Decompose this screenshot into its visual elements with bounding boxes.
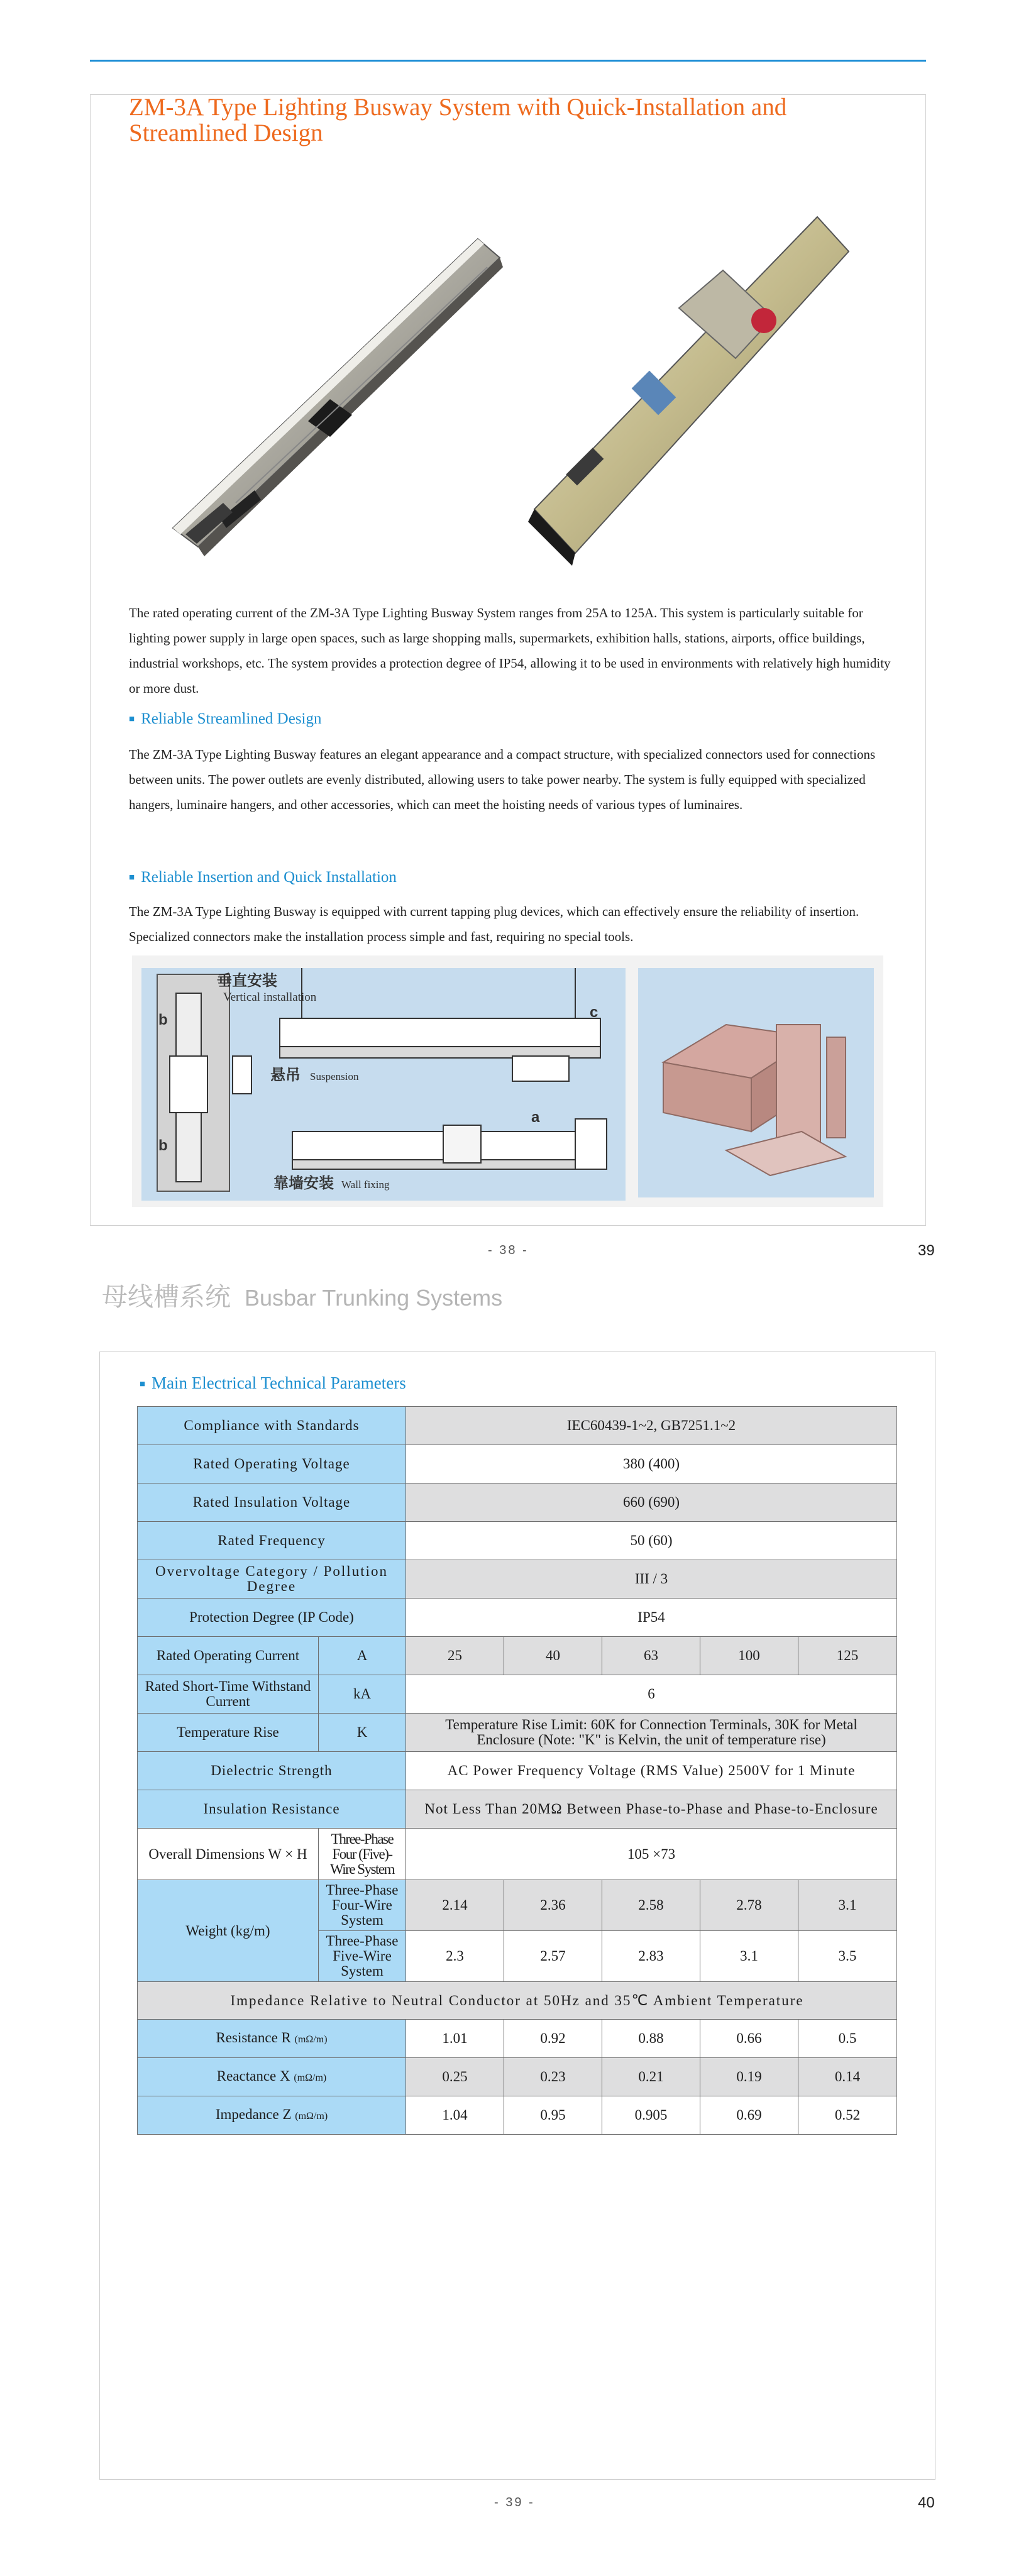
suspension-en-label: Suspension (310, 1071, 359, 1082)
label-a: a (531, 1109, 540, 1126)
row-unit: Three-Phase Four-Wire System (319, 1880, 406, 1931)
row-value: 380 (400) (406, 1445, 897, 1483)
row-label: Insulation Resistance (138, 1790, 406, 1829)
row-value: 660 (690) (406, 1483, 897, 1522)
section-heading-streamlined: ■ Reliable Streamlined Design (129, 710, 322, 727)
cell-value: 3.1 (798, 1880, 897, 1931)
row-label: Compliance with Standards (138, 1407, 406, 1445)
row-label: Temperature Rise (138, 1714, 319, 1752)
cell-value: 40 (504, 1637, 602, 1675)
row-value: III / 3 (406, 1560, 897, 1599)
cell-value: 0.25 (406, 2058, 504, 2096)
cell-value: 2.57 (504, 1931, 602, 1982)
row-value: IP54 (406, 1599, 897, 1637)
row-label: Dielectric Strength (138, 1752, 406, 1790)
cell-value: 0.88 (602, 2020, 700, 2058)
vertical-cn-label: 垂直安装 (217, 972, 277, 989)
row-value: 50 (60) (406, 1522, 897, 1560)
row-label: Rated Short-Time Withstand Current (138, 1675, 319, 1714)
catalog-header (102, 1276, 502, 1313)
streamlined-paragraph: The ZM-3A Type Lighting Busway features an elegant appearance and a compact structure, with specialized connectors used for connections between units. The power outlets are evenly distributed, allowing users to take power nearby. The system is fully equipped with specialized hangers, luminaire hangers, and other accessories, which can meet the hoisting needs of various types of luminaires. (129, 747, 876, 812)
next-page-number-40: 40 (918, 2494, 935, 2511)
suspension-cn-label: 悬吊 (270, 1066, 301, 1084)
table-row (138, 1880, 897, 1931)
label-c: c (590, 1004, 598, 1021)
row-label: Reactance X (mΩ/m) (138, 2058, 406, 2096)
table-row (138, 1790, 897, 1829)
vertical-en-label: Vertical installation (223, 991, 317, 1004)
row-label: Overall Dimensions W × H (138, 1829, 319, 1880)
row-value: 105 ×73 (406, 1829, 897, 1880)
row-unit: Three-Phase Five-Wire System (319, 1931, 406, 1982)
cell-value: 2.83 (602, 1931, 700, 1982)
cell-value: 25 (406, 1637, 504, 1675)
header-rule (90, 60, 926, 62)
cell-value: 0.95 (504, 2096, 602, 2135)
cell-value: 125 (798, 1637, 897, 1675)
cell-value: 3.1 (700, 1931, 798, 1982)
cell-value: 2.58 (602, 1880, 700, 1931)
insertion-paragraph: The ZM-3A Type Lighting Busway is equipped with current tapping plug devices, which can effectively ensure the reliability of insertion. Specialized connectors make the installation process simple and fast, requiring no special tools. (129, 904, 859, 944)
row-label: Weight (kg/m) (138, 1880, 319, 1982)
table-row (138, 1522, 897, 1560)
busway-section-photo (160, 233, 512, 559)
next-page-number-39: 39 (918, 1242, 935, 1259)
row-label: Overvoltage Category / Pollution Degree (138, 1560, 406, 1599)
row-value: IEC60439-1~2, GB7251.1~2 (406, 1407, 897, 1445)
row-label: Rated Operating Voltage (138, 1445, 406, 1483)
table-row (138, 2096, 897, 2135)
bullet-square-icon: ■ (129, 714, 135, 724)
cell-value: 2.78 (700, 1880, 798, 1931)
cell-value: 2.36 (504, 1880, 602, 1931)
page-number-38: - 38 - (488, 1243, 529, 1257)
table-row (138, 2020, 897, 2058)
row-value: Not Less Than 20MΩ Between Phase-to-Phase and Phase-to-Enclosure (406, 1790, 897, 1829)
cell-value: 0.69 (700, 2096, 798, 2135)
header-en: Busbar Trunking Systems (245, 1285, 503, 1311)
row-label: Protection Degree (IP Code) (138, 1599, 406, 1637)
table-row (138, 1752, 897, 1790)
row-value: Temperature Rise Limit: 60K for Connection Terminals, 30K for Metal Enclosure (Note: "K" is Kelvin, the unit of temperature rise) (406, 1714, 897, 1752)
cell-value: 2.14 (406, 1880, 504, 1931)
table-row (138, 1637, 897, 1675)
table-row (138, 1675, 897, 1714)
wall-en-label: Wall fixing (341, 1179, 390, 1191)
table-row (138, 1829, 897, 1880)
wall-cn-label: 靠墙安装 (273, 1174, 334, 1192)
cell-value: 0.66 (700, 2020, 798, 2058)
table-row (138, 1714, 897, 1752)
label-b-top: b (158, 1011, 168, 1028)
intro-paragraph: The rated operating current of the ZM-3A Type Lighting Busway System ranges from 25A to 125A. This system is particularly suitable for lighting power supply in large open spaces, such as large shopping malls, supermarkets, exhibition halls, stations, airports, office buildings, industrial workshops, etc. The system provides a protection degree of IP54, allowing it to be used in environments with relatively high humidity or more dust. (129, 605, 891, 696)
table-row (138, 1982, 897, 2020)
cell-value: 0.5 (798, 2020, 897, 2058)
cell-value: 0.23 (504, 2058, 602, 2096)
row-value: AC Power Frequency Voltage (RMS Value) 2500V for 1 Minute (406, 1752, 897, 1790)
cell-value: 0.21 (602, 2058, 700, 2096)
row-label: Impedance Z (mΩ/m) (138, 2096, 406, 2135)
bullet-square-icon: ■ (129, 872, 135, 883)
cell-value: 0.52 (798, 2096, 897, 2135)
row-label: Rated Operating Current (138, 1637, 319, 1675)
cell-value: 100 (700, 1637, 798, 1675)
row-unit: kA (319, 1675, 406, 1714)
parameters-table (137, 1406, 897, 2135)
table-row (138, 1483, 897, 1522)
impedance-header: Impedance Relative to Neutral Conductor at 50Hz and 35℃ Ambient Temperature (138, 1982, 897, 2020)
row-value: 6 (406, 1675, 897, 1714)
page-number-39: - 39 - (494, 2496, 535, 2509)
row-label: Rated Insulation Voltage (138, 1483, 406, 1522)
table-row (138, 1407, 897, 1445)
page-title: ZM-3A Type Lighting Busway System with Quick-Installation and Streamlined Design (129, 94, 787, 146)
cell-value: 0.14 (798, 2058, 897, 2096)
cell-value: 3.5 (798, 1931, 897, 1982)
parameters-heading: ■ Main Electrical Technical Parameters (140, 1373, 406, 1392)
cell-value: 1.04 (406, 2096, 504, 2135)
cell-value: 63 (602, 1637, 700, 1675)
tapoff-unit-photo (522, 214, 880, 572)
installation-methods-diagram (141, 968, 626, 1201)
section-heading-insertion: ■ Reliable Insertion and Quick Installation (129, 869, 397, 886)
table-row (138, 1599, 897, 1637)
cell-value: 0.19 (700, 2058, 798, 2096)
table-row (138, 1445, 897, 1483)
header-cn: 母线槽系统 (102, 1282, 231, 1312)
row-unit: Three-Phase Four (Five)-Wire System (319, 1829, 406, 1880)
row-unit: K (319, 1714, 406, 1752)
bullet-square-icon: ■ (140, 1379, 146, 1389)
table-row (138, 1560, 897, 1599)
cell-value: 2.3 (406, 1931, 504, 1982)
row-label: Rated Frequency (138, 1522, 406, 1560)
cell-value: 0.92 (504, 2020, 602, 2058)
table-row (138, 2058, 897, 2096)
label-b-bottom: b (158, 1137, 168, 1154)
row-label: Resistance R (mΩ/m) (138, 2020, 406, 2058)
cell-value: 1.01 (406, 2020, 504, 2058)
cell-value: 0.905 (602, 2096, 700, 2135)
connector-photo (638, 968, 874, 1197)
row-unit: A (319, 1637, 406, 1675)
